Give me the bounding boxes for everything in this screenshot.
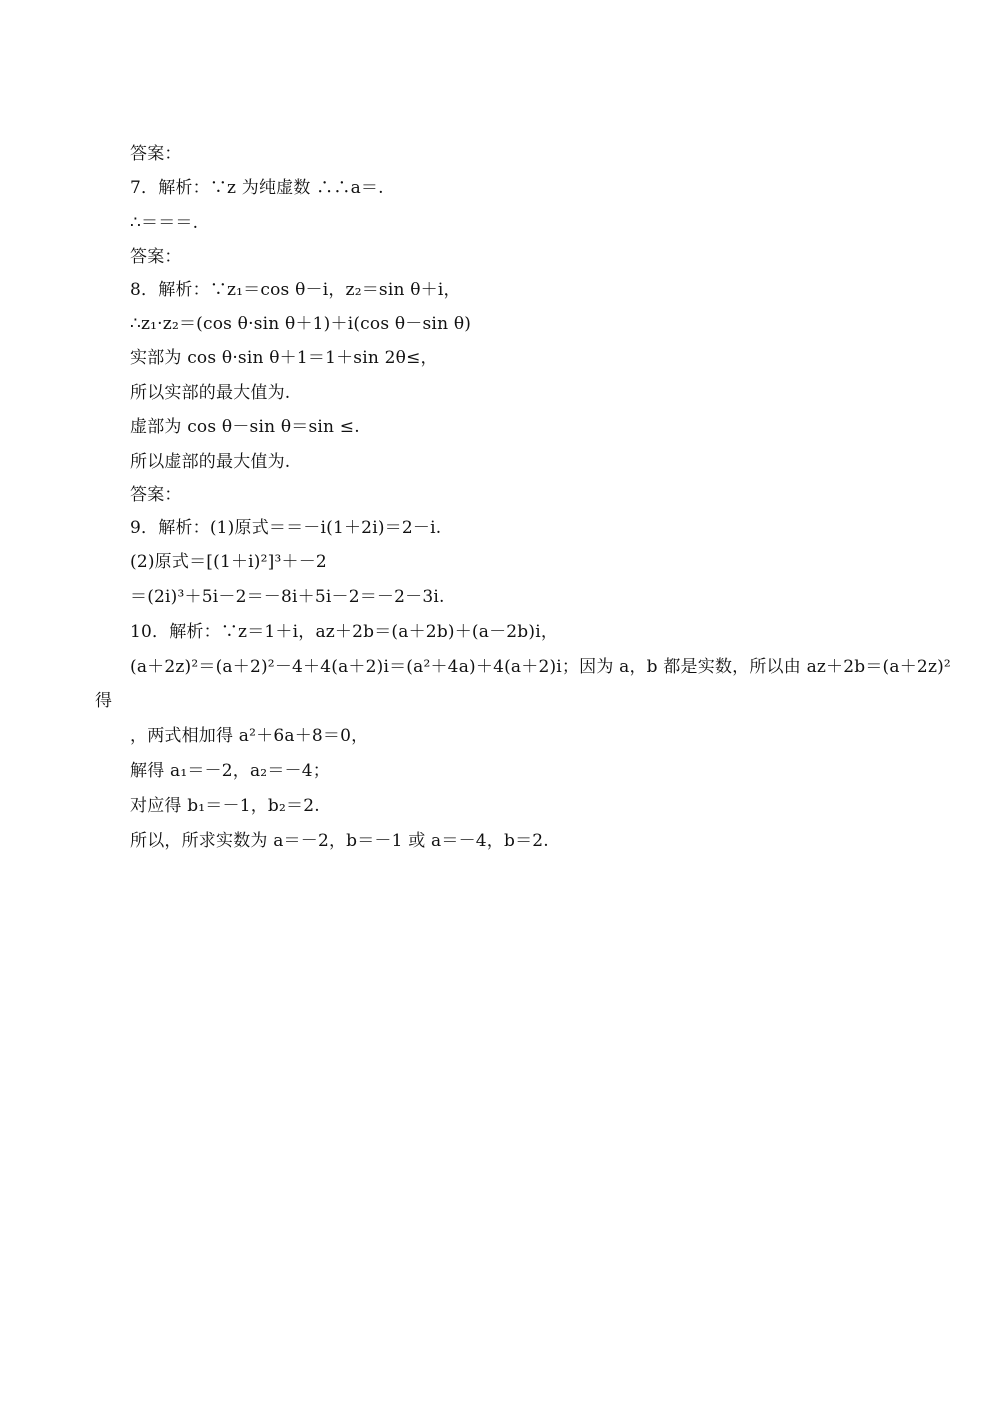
- answer-label-3: 答案：: [130, 485, 182, 505]
- answer-label-2: 答案：: [130, 247, 182, 267]
- solution-8-real-max: 所以实部的最大值为.: [130, 383, 291, 403]
- solution-8-imag-max: 所以虚部的最大值为.: [130, 452, 291, 472]
- solution-9-part-2-result: ＝(2i)³＋5i－2＝－8i＋5i－2＝－2－3i.: [130, 587, 445, 607]
- solution-10-line-4: ，两式相加得 a²＋6a＋8＝0，: [130, 726, 369, 746]
- solution-10-line-3: 得: [95, 691, 113, 711]
- solution-10-heading: 10．解析：∵z＝1＋i，az＋2b＝(a＋2b)＋(a－2b)i，: [130, 622, 559, 642]
- solution-7-line-2: ∴＝＝＝.: [130, 213, 199, 233]
- solution-8-real-part: 实部为 cos θ·sin θ＋1＝1＋sin 2θ≤，: [130, 348, 438, 368]
- solution-10-line-2: (a＋2z)²＝(a＋2)²－4＋4(a＋2)i＝(a²＋4a)＋4(a＋2)i；因为 a，b 都是实数，所以由 az＋2b＝(a＋2z)²: [130, 657, 951, 677]
- solution-10-line-6: 对应得 b₁＝－1，b₂＝2.: [130, 796, 320, 816]
- answer-label-1: 答案：: [130, 144, 182, 164]
- solution-8-imag-part: 虚部为 cos θ－sin θ＝sin ≤.: [130, 417, 360, 437]
- solution-10-line-5: 解得 a₁＝－2，a₂＝－4；: [130, 761, 330, 781]
- solution-8-heading: 8．解析：∵z₁＝cos θ－i，z₂＝sin θ＋i，: [130, 280, 461, 300]
- solution-9-part-2: (2)原式＝[(1＋i)²]³＋－2: [130, 552, 327, 572]
- solution-9-heading: 9．解析：(1)原式＝＝－i(1＋2i)＝2－i.: [130, 518, 442, 538]
- solution-7-heading: 7．解析：∵z 为纯虚数 ∴∴a＝.: [130, 178, 384, 198]
- solution-8-line-2: ∴z₁·z₂＝(cos θ·sin θ＋1)＋i(cos θ－sin θ): [130, 314, 472, 334]
- solution-10-conclusion: 所以，所求实数为 a＝－2，b＝－1 或 a＝－4，b＝2.: [130, 831, 549, 851]
